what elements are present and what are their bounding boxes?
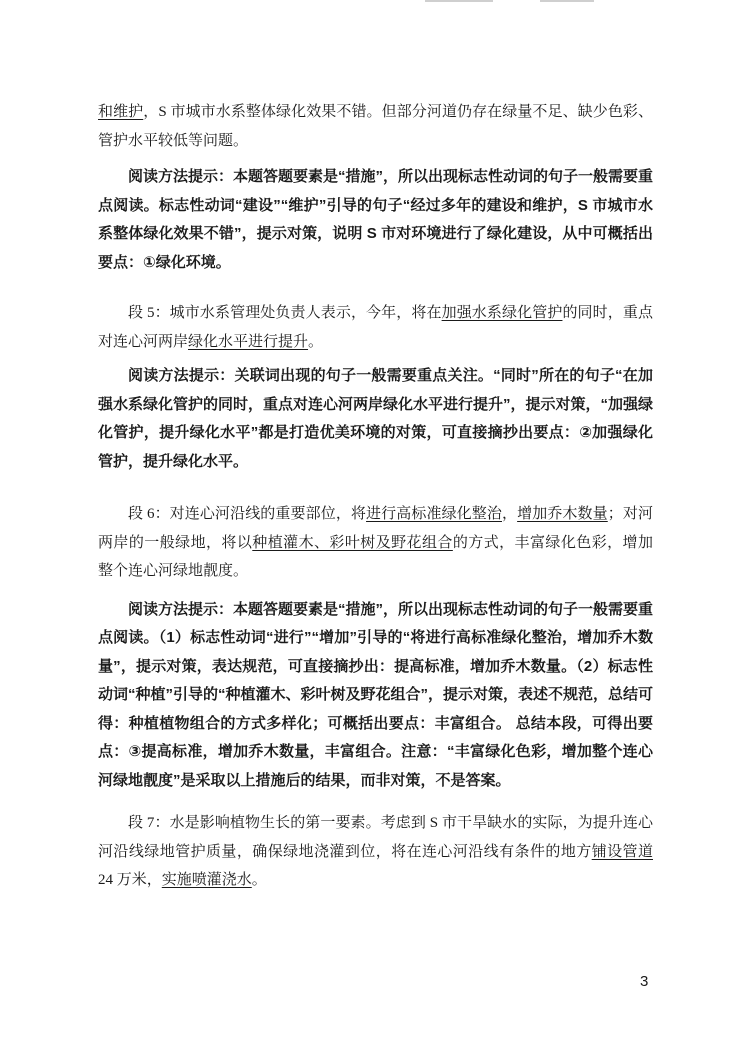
document-page — [98, 98, 653, 895]
underlined-phrase: 和维护 — [98, 104, 144, 120]
underlined-phrase: 加强水系绿化管护 — [441, 305, 563, 321]
underlined-phrase: 进行高标准绿化整治 — [366, 506, 502, 522]
text-run: 段 7：水是影响植物生长的第一要素。考虑到 S 市干旱缺水的实际，为提升连心河沿线绿地管护质量，确保绿地浇灌到位，将在连心河沿线有条件的地方 — [98, 815, 653, 860]
text-run: 。 — [251, 872, 267, 888]
paragraph-continuation — [98, 98, 653, 155]
underlined-phrase: 实施喷灌浇水 — [161, 872, 252, 888]
text-run: 阅读方法提示：本题答题要素是“措施”，所以出现标志性动词的句子一般需要重点阅读。（1）标志性动词“进行”“增加”引导的“将进行高标准绿化整治，增加乔木数量”，提示对策，表达规范，可直接摘抄出：提高标准，增加乔木数量。（2）标志性动词“种植”引导的“种植灌木、彩叶树及野花组合”，提示对策，表述不规范，总结可得：种植植物组合的方式多样化；可概括出要点：丰富组合。 总结本段，可得出要点：③提高标准，增加乔木数量，丰富组合。注意：“丰富绿化色彩，增加整个连心河绿地靓度”是采取以上措施后的结果，而非对策，不是答案。 — [98, 600, 654, 789]
paragraph-7 — [98, 809, 653, 895]
text-run: ；对河两岸的一般绿地，将以 — [98, 506, 653, 551]
scan-artifact-left — [425, 0, 493, 2]
text-run: 阅读方法提示：关联词出现的句子一般需要重点关注。“同时”所在的句子“在加强水系绿化管护的同时，重点对连心河两岸绿化水平进行提升”，提示对策，“加强绿化管护，提升绿化水平”都是打造优美环境的对策，可直接摘抄出要点：②加强绿化管护，提升绿化水平。 — [98, 367, 654, 470]
reading-tip-2 — [98, 362, 653, 476]
text-run: 的方式，丰富绿化色彩，增加整个连心河绿地靓度。 — [98, 534, 653, 579]
text-run: ， — [502, 506, 518, 522]
text-run: ，S 市城市水系整体绿化效果不错。但部分河道仍存在绿量不足、缺少色彩、管护水平较低等问题。 — [98, 104, 653, 149]
text-run: 的同时，重点对连心河两岸 — [98, 305, 653, 350]
paragraph-5 — [98, 299, 653, 356]
text-run: 段 5：城市水系管理处负责人表示，今年，将在 — [128, 305, 442, 321]
reading-tip-1 — [98, 163, 653, 277]
underlined-phrase: 增加乔木数量 — [517, 506, 608, 522]
text-run: 24 万米， — [98, 872, 162, 888]
page-number: 3 — [640, 973, 649, 990]
scan-artifact-right — [540, 0, 594, 2]
paragraph-6 — [98, 500, 653, 586]
text-run: 段 6：对连心河沿线的重要部位，将 — [128, 506, 367, 522]
underlined-phrase: 种植灌木、彩叶树及野花组合 — [252, 534, 453, 551]
underlined-phrase: 铺设管道 — [591, 843, 653, 860]
underlined-phrase: 绿化水平进行提升 — [188, 333, 309, 350]
text-run: 。 — [308, 333, 324, 350]
reading-tip-3 — [98, 596, 653, 796]
text-run: 阅读方法提示：本题答题要素是“措施”，所以出现标志性动词的句子一般需要重点阅读。标志性动词“建设”“维护”引导的句子“经过多年的建设和维护，S 市城市水系整体绿化效果不错”，提示对策，说明 S 市对环境进行了绿化建设，从中可概括出要点：①绿化环境。 — [98, 168, 654, 271]
